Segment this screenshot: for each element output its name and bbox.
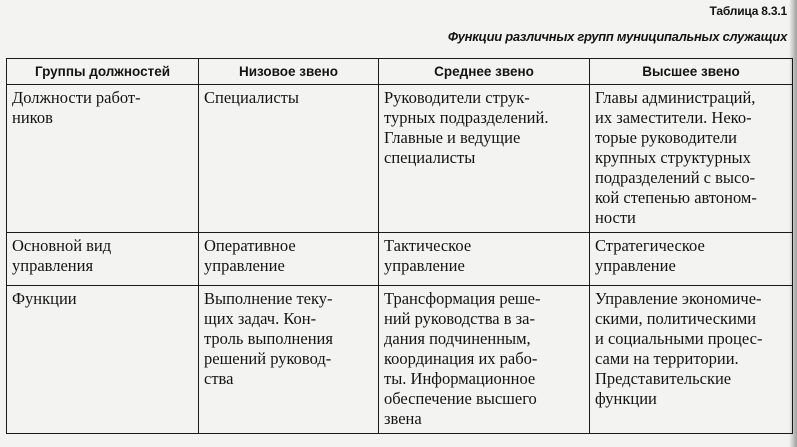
- table-number: Таблица 8.3.1: [709, 4, 787, 18]
- table-row: [7, 85, 793, 233]
- table-cell: Стратегическое управление: [590, 233, 793, 286]
- table-row: [7, 286, 793, 434]
- table-title: Функции различных групп муниципальных служащих: [447, 29, 787, 44]
- table-cell: Основной вид управления: [7, 233, 199, 286]
- table-cell: Трансформация реше- ний руководства в за- дания подчиненным, координация их рабо- ты. Информационное обеспечение высшего звена: [379, 286, 590, 434]
- table-cell: Выполнение теку- щих задач. Кон- троль выполнения решений руковод- ства: [199, 286, 379, 434]
- table-cell: Функции: [7, 286, 199, 434]
- table-cell: Должности работ- ников: [7, 85, 199, 233]
- header-lower-level: Низовое звено: [199, 59, 379, 85]
- table-cell: Тактическое управление: [379, 233, 590, 286]
- table-header-row: [7, 59, 793, 85]
- table-row: [7, 233, 793, 286]
- page-edge-shadow: [789, 0, 797, 447]
- functions-table: [6, 58, 793, 434]
- header-top-level: Высшее звено: [590, 59, 793, 85]
- table-cell: Главы администраций, их заместители. Неко- торые руководители крупных структурных подразделений с высо- кой степенью автоном- ности: [590, 85, 793, 233]
- table-cell: Руководители струк- турных подразделений. Главные и ведущие специалисты: [379, 85, 590, 233]
- table-cell: Специалисты: [199, 85, 379, 233]
- table-cell: Управление экономиче- скими, политическими и социальными процес- сами на территории. Представительские функции: [590, 286, 793, 434]
- header-position-groups: Группы должностей: [7, 59, 199, 85]
- table-cell: Оперативное управление: [199, 233, 379, 286]
- header-middle-level: Среднее звено: [379, 59, 590, 85]
